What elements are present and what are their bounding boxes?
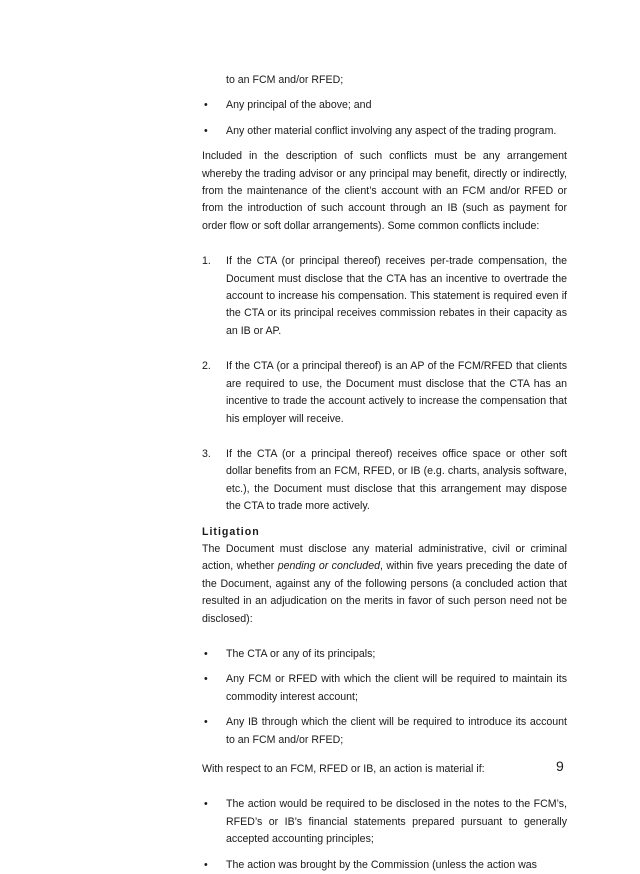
section-heading: Litigation [202,525,260,538]
item-text: If the CTA (or a principal thereof) receives office space or other soft dollar benefits from an FCM, RFED, or IB (e.g. charts, analysis software, etc.), the Document must disclose that this arrangement may dispose the CTA to trade more actively. [226,447,567,513]
litigation-text: , within five years preceding the date of the Document, against any of the following persons (a concluded action that resulted in an adjudication on the merits in favor of such person need not be disclosed): [202,560,567,625]
bullet-item: • Any IB through which the client will be required to introduce its account to an FCM and/or RFED; [202,714,567,749]
continuation-line: to an FCM and/or RFED; [226,74,344,86]
conflicts-intro-paragraph: Included in the description of such conflicts must be any arrangement whereby the trading advisor or any principal may benefit, directly or indirectly, from the maintenance of the client’s account with an FCM and/or RFED or from the introduction of such account through an IB (such as payment for order flow or soft dollar arrangements). Some common conflicts include: [202,150,567,232]
item-number: 2. [202,360,211,373]
material-intro-paragraph: With respect to an FCM, RFED or IB, an action is material if: [202,763,485,775]
litigation-paragraph [202,541,567,628]
numbered-item [202,446,567,516]
bullet-item: • Any principal of the above; and [202,97,567,114]
item-text: If the CTA (or principal thereof) receives per-trade compensation, the Document must disclose that the CTA has an incentive to overtrade the account to increase his compensation. This statement is required even if the CTA or its principal receives commission rebates in their capacity as an IB or AP. [226,255,567,337]
litigation-text: The Document must disclose any material administrative, civil or criminal action, whether [202,542,567,573]
bullet-item: • Any other material conflict involving any aspect of the trading program. [202,123,567,140]
page-number: 9 [556,758,564,774]
bullet-item: • The action would be required to be disclosed in the notes to the FCM’s, RFED’s or IB’s financial statements prepared pursuant to generally accepted accounting principles; [202,796,567,848]
bullet-item: • The action was brought by the Commission (unless the action was [202,857,567,874]
item-number: 3. [202,447,211,460]
bullet-item: • Any FCM or RFED with which the client will be required to maintain its commodity interest account; [202,671,567,706]
item-text: If the CTA (or a principal thereof) is an AP of the FCM/RFED that clients are required to use, the Document must disclose that the CTA has an incentive to trade the account actively to increase the compensation that his employer will receive. [226,360,567,425]
numbered-item [202,358,567,428]
item-number: 1. [202,255,211,268]
litigation-italic-text: pending or concluded [277,560,380,573]
document-body [202,72,567,874]
bullet-item: • The CTA or any of its principals; [202,646,567,663]
numbered-item [202,253,567,340]
